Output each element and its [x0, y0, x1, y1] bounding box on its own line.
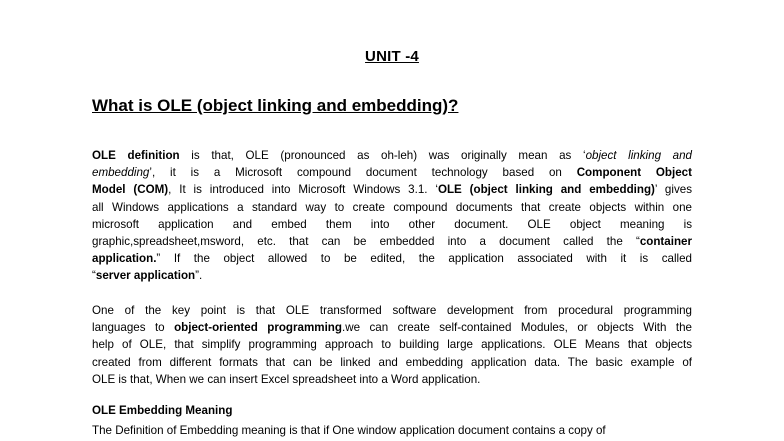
text-run: all Windows applications a standard way to create compound documents that create objects within one [92, 200, 692, 214]
text-run: help of OLE, that simplify programming approach to building large applications. OLE Means that objects [92, 338, 692, 352]
paragraph-key-point [92, 302, 692, 388]
text-run: ”. [195, 269, 203, 283]
text-run: The Definition of Embedding meaning is that if One window application document contains a copy of [92, 424, 606, 437]
text-line [92, 319, 692, 336]
text-line [92, 371, 692, 388]
unit-heading: UNIT -4 [365, 48, 419, 65]
text-line [92, 354, 692, 371]
text-line [92, 250, 692, 267]
text-run: OLE is that, When we can insert Excel spreadsheet into a Word application. [92, 372, 481, 386]
text-run: “ [92, 269, 96, 283]
italic-text: embedding [92, 166, 150, 180]
text-line [92, 181, 692, 198]
text-run: One of the key point is that OLE transformed software development from procedural programming [92, 304, 692, 317]
bold-text: application. [92, 252, 157, 266]
text-run: .we can create self-contained Modules, or objects With the [341, 321, 692, 335]
text-run: created from different formats that can be linked and embedding application data. The basic example of [92, 355, 692, 369]
page-title: What is OLE (object linking and embedding)? [92, 96, 459, 115]
paragraph-embedding-meaning [92, 422, 692, 439]
italic-text: object linking and [585, 149, 693, 162]
text-run: ’ gives [654, 183, 693, 197]
text-line [92, 199, 692, 216]
bold-text: container [639, 235, 692, 249]
text-run: is that, OLE (pronounced as oh-leh) was originally mean as ‘ [179, 149, 586, 162]
text-line [92, 336, 692, 353]
text-run: , It is introduced into Microsoft Windows 3.1. ‘ [168, 183, 438, 197]
text-line [92, 147, 692, 164]
bold-text: object-oriented programming [174, 321, 342, 335]
bold-text: OLE (object linking and embedding) [437, 183, 655, 197]
text-line [92, 233, 692, 250]
text-run: graphic,spreadsheet,msword, etc. that can be embedded into a document called the “ [92, 235, 640, 249]
text-line [92, 164, 692, 181]
bold-text: Model (COM) [92, 183, 169, 197]
text-run: microsoft application and embed them into other document. OLE object meaning is [92, 217, 692, 231]
text-run: languages to [92, 321, 175, 335]
bold-text: Component Object [576, 166, 692, 180]
text-run: ” If the object allowed to be edited, the application associated with it is called [156, 252, 692, 266]
bold-text: server application [95, 269, 196, 283]
text-line [92, 422, 692, 439]
text-line [92, 216, 692, 233]
text-line [92, 267, 692, 284]
paragraph-ole-definition [92, 147, 692, 285]
text-line [92, 302, 692, 319]
bold-text: OLE definition [92, 149, 180, 162]
text-run: ’, it is a Microsoft compound document technology based on [149, 166, 577, 180]
section-heading-embedding: OLE Embedding Meaning [92, 404, 233, 417]
